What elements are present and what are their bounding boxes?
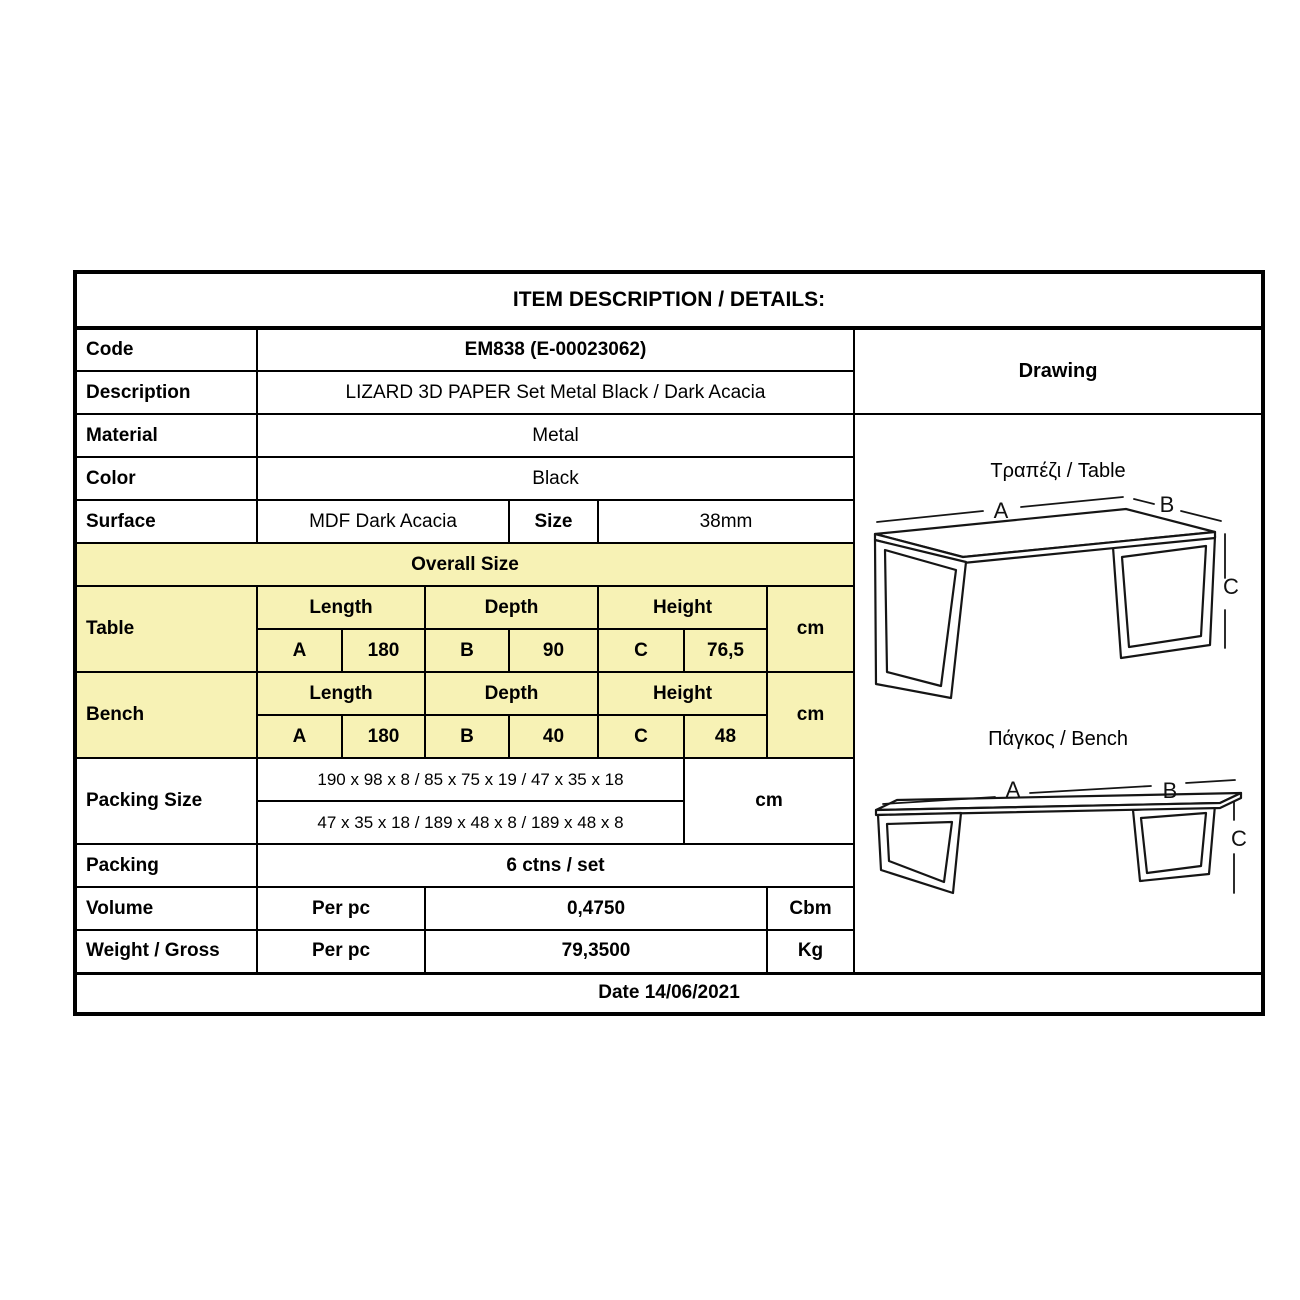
table-depth-header: Depth <box>425 586 598 629</box>
bench-drawing <box>863 758 1253 908</box>
table-dim-b-value: 90 <box>509 629 598 672</box>
weight-per: Per pc <box>257 930 425 973</box>
drawing-header: Drawing <box>854 328 1263 414</box>
table-dim-b-label: B <box>1159 492 1175 517</box>
volume-unit: Cbm <box>767 887 854 930</box>
table-row-label: Table <box>75 586 257 672</box>
table-length-header: Length <box>257 586 425 629</box>
table-dim-c-label: C <box>1223 574 1239 599</box>
date-row: Date 14/06/2021 <box>75 973 1263 1014</box>
volume-label: Volume <box>75 887 257 930</box>
packing-size-line2: 47 x 35 x 18 / 189 x 48 x 8 / 189 x 48 x 8 <box>257 801 684 844</box>
table-drawing-caption: Τραπέζι / Table <box>990 460 1126 482</box>
weight-value: 79,3500 <box>425 930 767 973</box>
bench-dim-c-label: C <box>1231 826 1247 851</box>
table-dim-a-label: A <box>993 498 1009 523</box>
bench-row-label: Bench <box>75 672 257 758</box>
color-label: Color <box>75 457 257 500</box>
surface-size-label: Size <box>509 500 598 543</box>
table-unit: cm <box>767 586 854 672</box>
bench-dim-a-value: 180 <box>342 715 425 758</box>
packing-value: 6 ctns / set <box>257 844 854 887</box>
bench-dim-b-label: B <box>1162 778 1178 803</box>
page-title: ITEM DESCRIPTION / DETAILS: <box>75 272 1263 328</box>
bench-dim-a-label: A <box>1005 777 1021 802</box>
item-spec-table <box>73 270 1265 1016</box>
volume-value: 0,4750 <box>425 887 767 930</box>
packing-size-label: Packing Size <box>75 758 257 844</box>
table-dim-a-key: A <box>257 629 342 672</box>
surface-value: MDF Dark Acacia <box>257 500 509 543</box>
bench-length-header: Length <box>257 672 425 715</box>
packing-size-line1: 190 x 98 x 8 / 85 x 75 x 19 / 47 x 35 x 18 <box>257 758 684 801</box>
table-dim-b-key: B <box>425 629 509 672</box>
bench-dim-b-value: 40 <box>509 715 598 758</box>
bench-depth-header: Depth <box>425 672 598 715</box>
material-value: Metal <box>257 414 854 457</box>
bench-drawing-caption: Πάγκος / Bench <box>988 728 1128 750</box>
drawing-area <box>854 414 1263 973</box>
packing-size-unit: cm <box>684 758 854 844</box>
table-drawing <box>863 490 1253 702</box>
description-value: LIZARD 3D PAPER Set Metal Black / Dark Acacia <box>257 371 854 414</box>
code-label: Code <box>75 328 257 371</box>
volume-per: Per pc <box>257 887 425 930</box>
overall-size-header: Overall Size <box>75 543 854 586</box>
surface-label: Surface <box>75 500 257 543</box>
table-dim-a-value: 180 <box>342 629 425 672</box>
surface-size-value: 38mm <box>598 500 854 543</box>
bench-dim-a-key: A <box>257 715 342 758</box>
bench-height-header: Height <box>598 672 767 715</box>
color-value: Black <box>257 457 854 500</box>
material-label: Material <box>75 414 257 457</box>
bench-dim-b-key: B <box>425 715 509 758</box>
bench-dim-c-value: 48 <box>684 715 767 758</box>
weight-unit: Kg <box>767 930 854 973</box>
weight-label: Weight / Gross <box>75 930 257 973</box>
table-height-header: Height <box>598 586 767 629</box>
bench-unit: cm <box>767 672 854 758</box>
table-dim-c-value: 76,5 <box>684 629 767 672</box>
table-dim-c-key: C <box>598 629 684 672</box>
bench-dim-c-key: C <box>598 715 684 758</box>
packing-label: Packing <box>75 844 257 887</box>
description-label: Description <box>75 371 257 414</box>
code-value: EM838 (E-00023062) <box>257 328 854 371</box>
